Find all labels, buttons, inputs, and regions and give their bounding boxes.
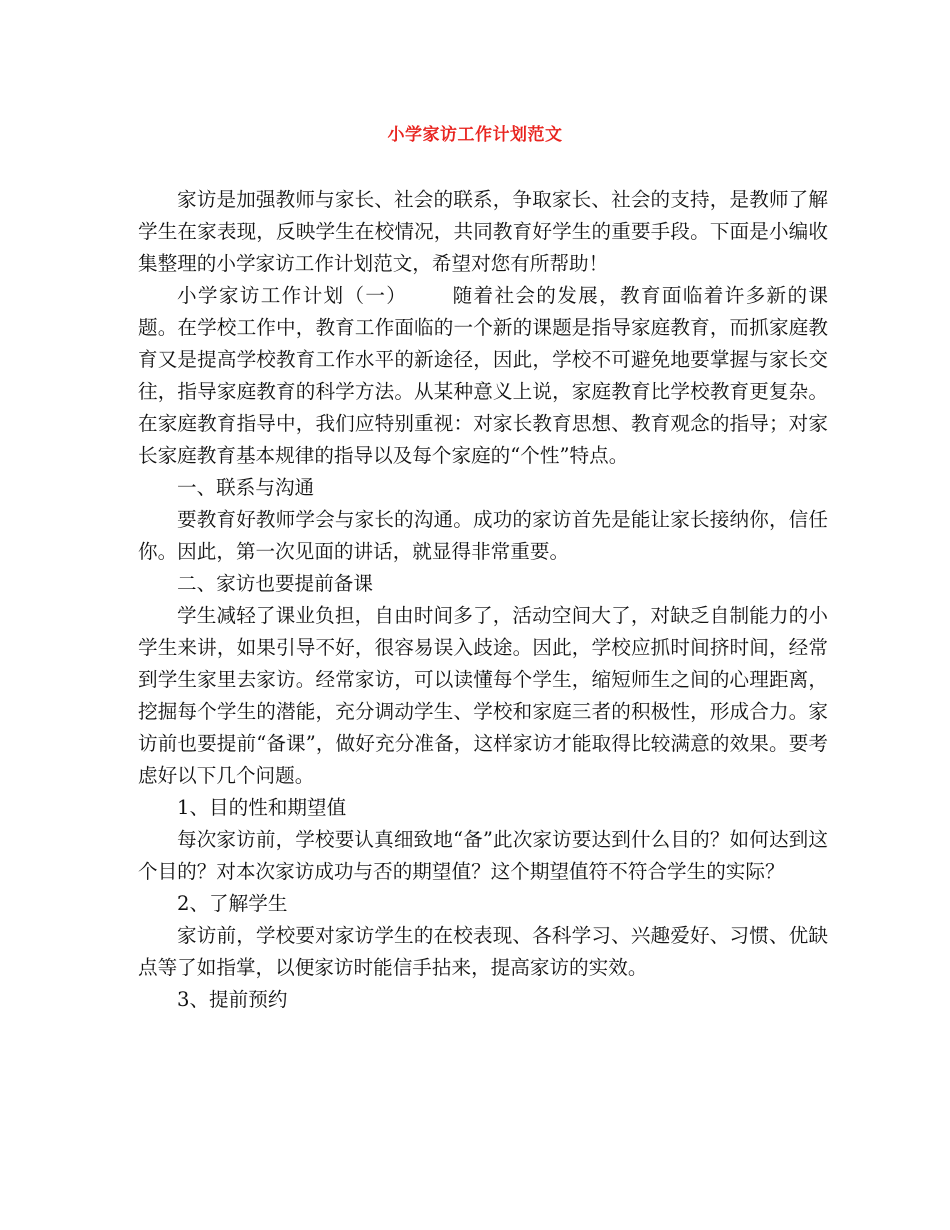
know-students-paragraph: 家访前，学校要对家访学生的在校表现、各科学习、兴趣爱好、习惯、优缺点等了如指掌，以便家访时能信手拈来，提高家访的实效。 [138,924,828,979]
intro-paragraph: 家访是加强教师与家长、社会的联系，争取家长、社会的支持，是教师了解学生在家表现，反映学生在校情况，共同教育好学生的重要手段。下面是小编收集整理的小学家访工作计划范文，希望对您有所帮助！ [138,188,828,275]
contact-paragraph: 要教育好教师学会与家长的沟通。成功的家访首先是能让家长接纳你，信任你。因此，第一次见面的讲话，就显得非常重要。 [138,508,828,563]
plan-one-heading: 小学家访工作计划（一） [177,284,408,307]
plan-one-paragraph [138,280,828,472]
section-heading-prepare: 二、家访也要提前备课 [177,572,373,595]
subheading-appointment: 3、提前预约 [177,988,288,1011]
subheading-purpose: 1、目的性和期望值 [177,796,347,819]
document-title: 小学家访工作计划范文 [387,125,563,145]
prepare-paragraph: 学生减轻了课业负担，自由时间多了，活动空间大了，对缺乏自制能力的小学生来讲，如果引导不好，很容易误入歧途。因此，学校应抓时间挤时间，经常到学生家里去家访。经常家访，可以读懂每个学生，缩短师生之间的心理距离，挖掘每个学生的潜能，充分调动学生、学校和家庭三者的积极性，形成合力。家访前也要提前“备课”，做好充分准备，这样家访才能取得比较满意的效果。要考虑好以下几个问题。 [138,604,828,787]
document-body [138,184,828,1016]
subheading-know-students: 2、了解学生 [177,892,288,915]
section-heading-contact: 一、联系与沟通 [177,476,315,499]
purpose-paragraph: 每次家访前，学校要认真细致地“备”此次家访要达到什么目的？如何达到这个目的？对本次家访成功与否的期望值？这个期望值符不符合学生的实际？ [138,828,828,883]
plan-one-text: 随着社会的发展，教育面临着许多新的课题。在学校工作中，教育工作面临的一个新的课题是指导家庭教育，而抓家庭教育又是提高学校教育工作水平的新途径，因此，学校不可避免地要掌握与家长交往，指导家庭教育的科学方法。从某种意义上说，家庭教育比学校教育更复杂。在家庭教育指导中，我们应特别重视：对家长教育思想、教育观念的指导；对家长家庭教育基本规律的指导以及每个家庭的“个性”特点。 [138,284,829,467]
